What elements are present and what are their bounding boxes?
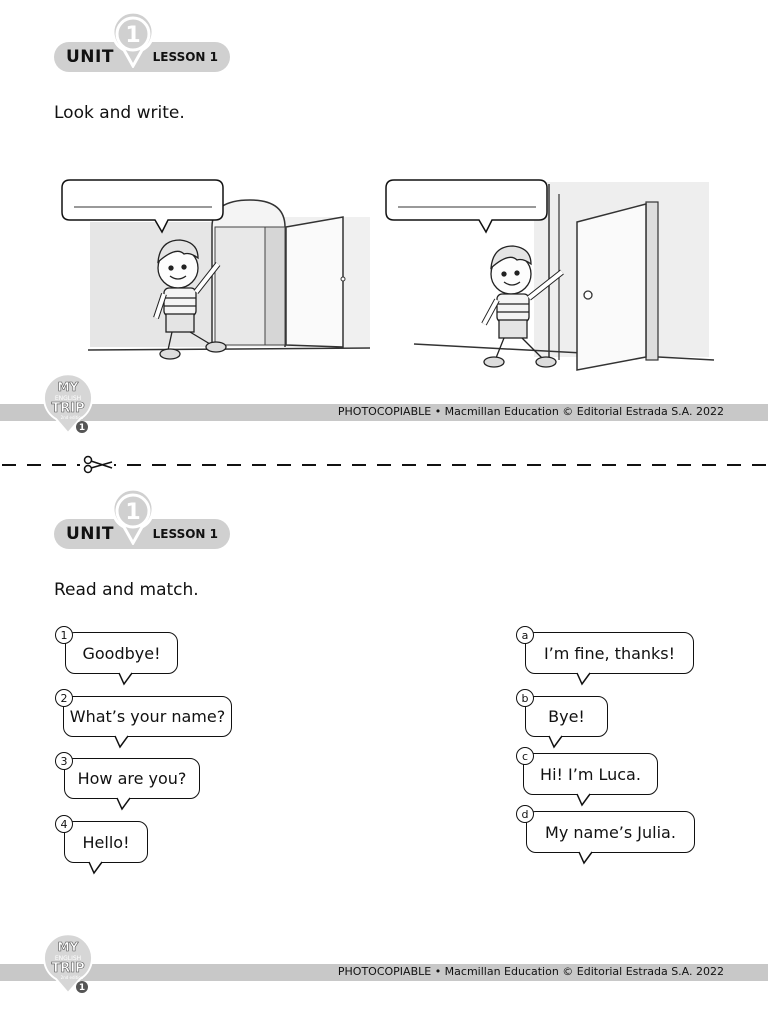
bubble-tail [576,672,592,686]
footer-copyright: PHOTOCOPIABLE • Macmillan Education © Editorial Estrada S.A. 2022 [337,965,724,978]
my-english-trip-logo [42,375,94,435]
footer-copyright: PHOTOCOPIABLE • Macmillan Education © Editorial Estrada S.A. 2022 [337,405,724,418]
footer-bar [0,964,768,981]
logo-edition: 2nd edition [60,415,84,420]
speech-bubble-right [526,811,695,853]
logo-english: ENGLISH [54,395,82,402]
illustration-boy-leaving [384,172,724,382]
item-number: 3 [55,752,73,770]
unit-number: 1 [125,23,141,48]
bubble-text: How are you? [77,769,187,788]
lesson-label: LESSON 1 [152,527,218,541]
speech-bubble-right [523,753,658,795]
item-number: 1 [55,626,73,644]
bubble-tail [116,797,132,811]
speech-bubble-right [525,632,694,674]
instruction-look-and-write: Look and write. [54,103,185,123]
speech-bubble-left [64,758,200,799]
logo-number: 1 [78,983,86,993]
bubble-text: I’m fine, thanks! [543,643,676,663]
logo-number: 1 [78,423,86,433]
item-letter: b [516,689,534,707]
bubble-text: Goodbye! [82,643,161,663]
bubble-text: My name’s Julia. [545,822,676,842]
item-letter: a [516,626,534,644]
logo-english: ENGLISH [54,955,82,962]
unit-label: UNIT [66,47,114,67]
bubble-text: Hello! [82,832,130,852]
unit-label: UNIT [66,524,114,544]
bubble-tail [578,851,594,865]
logo-edition: 2nd edition [60,975,84,980]
bubble-tail [88,861,104,875]
unit-number-badge [111,489,155,545]
lesson-label: LESSON 1 [152,50,218,64]
bubble-tail [118,672,134,686]
cut-line [0,453,768,477]
unit-number: 1 [125,500,141,525]
speech-bubble-left [65,632,178,674]
logo-trip: TRIP [51,401,85,416]
footer-bar [0,404,768,421]
bubble-tail [548,735,564,749]
logo-my: MY [57,380,79,394]
my-english-trip-logo [42,935,94,995]
item-letter: d [516,805,534,823]
bubble-tail [114,735,130,749]
logo-trip: TRIP [51,961,85,976]
item-number: 2 [55,689,73,707]
illustration-boy-entering [60,172,380,372]
logo-my: MY [57,940,79,954]
bubble-tail [576,793,592,807]
bubble-text: What’s your name? [69,707,226,726]
speech-bubble-left [64,821,148,863]
speech-bubble-left [63,696,232,737]
speech-bubble-right [525,696,608,737]
bubble-text: Bye! [548,707,585,726]
unit-number-badge [111,12,155,68]
item-number: 4 [55,815,73,833]
instruction-read-and-match: Read and match. [54,580,199,600]
item-letter: c [516,747,534,765]
bubble-text: Hi! I’m Luca. [540,764,641,784]
